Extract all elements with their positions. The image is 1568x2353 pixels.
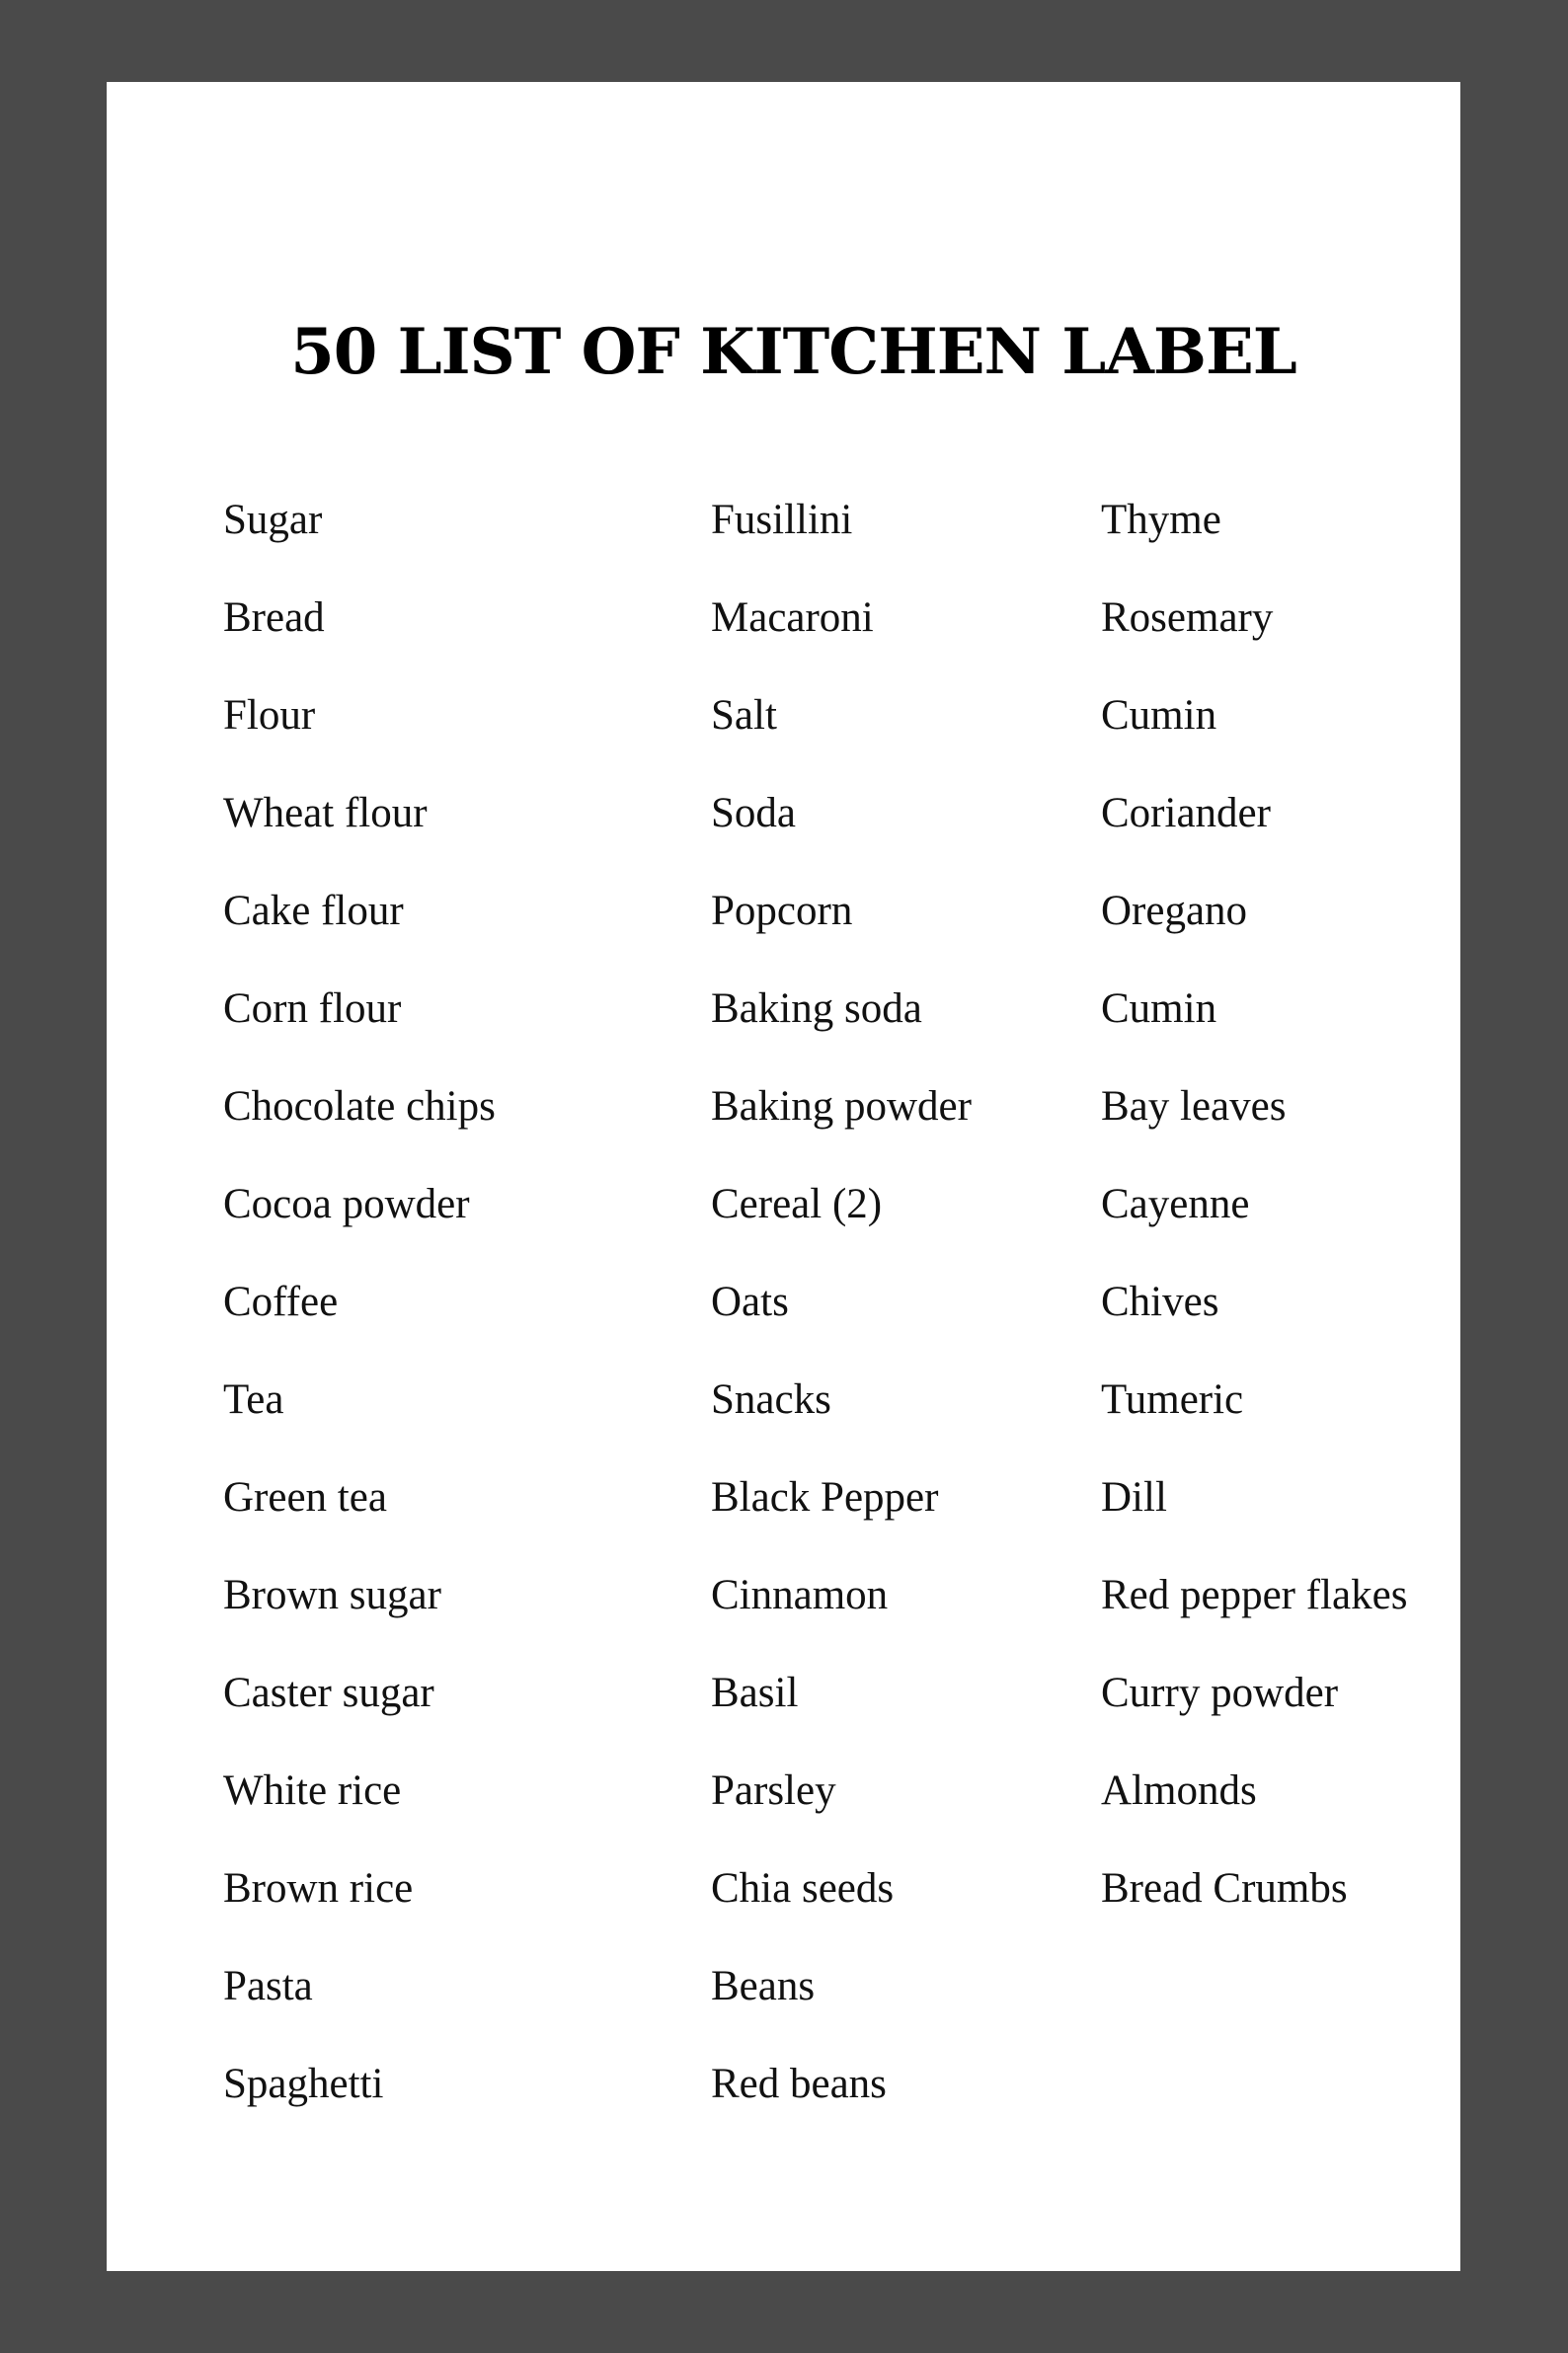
label-item: Cocoa powder — [223, 1181, 470, 1227]
label-item: Pasta — [223, 1963, 313, 2009]
label-item: Chives — [1101, 1279, 1219, 1325]
label-item: Bread Crumbs — [1101, 1865, 1348, 1912]
label-item: Beans — [711, 1963, 816, 2009]
label-item: Tea — [223, 1376, 284, 1423]
label-item: Baking powder — [711, 1083, 972, 1130]
label-item: Baking soda — [711, 985, 922, 1032]
label-item: Bread — [223, 594, 325, 641]
label-column-2 — [711, 497, 972, 2158]
label-item: Oregano — [1101, 888, 1248, 934]
label-item: Coriander — [1101, 790, 1271, 836]
label-column-1 — [223, 497, 496, 2158]
label-item: Almonds — [1101, 1767, 1257, 1814]
label-item: Wheat flour — [223, 790, 428, 836]
label-item: Cereal (2) — [711, 1181, 883, 1227]
label-item: White rice — [223, 1767, 402, 1814]
label-item: Dill — [1101, 1474, 1167, 1521]
label-item: Red beans — [711, 2061, 887, 2107]
label-item: Cumin — [1101, 985, 1217, 1032]
label-item: Curry powder — [1101, 1670, 1339, 1716]
label-item: Brown rice — [223, 1865, 414, 1912]
label-item: Bay leaves — [1101, 1083, 1287, 1130]
label-item: Sugar — [223, 497, 323, 543]
label-item: Macaroni — [711, 594, 874, 641]
label-item: Cinnamon — [711, 1572, 889, 1618]
document-page — [107, 82, 1460, 2271]
label-item: Cake flour — [223, 888, 404, 934]
label-item: Green tea — [223, 1474, 387, 1521]
label-item: Flour — [223, 692, 316, 739]
label-item: Soda — [711, 790, 796, 836]
label-item: Brown sugar — [223, 1572, 441, 1618]
label-item: Caster sugar — [223, 1670, 434, 1716]
label-item: Oats — [711, 1279, 789, 1325]
label-item: Black Pepper — [711, 1474, 939, 1521]
label-item: Cumin — [1101, 692, 1217, 739]
label-item: Tumeric — [1101, 1376, 1244, 1423]
label-item: Rosemary — [1101, 594, 1274, 641]
label-item: Spaghetti — [223, 2061, 384, 2107]
label-item: Snacks — [711, 1376, 831, 1423]
label-item: Red pepper flakes — [1101, 1572, 1408, 1618]
label-column-3 — [1101, 497, 1407, 1963]
label-item: Fusillini — [711, 497, 853, 543]
label-item: Corn flour — [223, 985, 402, 1032]
label-item: Cayenne — [1101, 1181, 1250, 1227]
label-item: Thyme — [1101, 497, 1221, 543]
label-item: Salt — [711, 692, 777, 739]
label-item: Popcorn — [711, 888, 853, 934]
label-item: Basil — [711, 1670, 799, 1716]
label-item: Parsley — [711, 1767, 836, 1814]
label-item: Chia seeds — [711, 1865, 895, 1912]
label-item: Chocolate chips — [223, 1083, 496, 1130]
page-title: 50 LIST OF KITCHEN LABEL — [290, 315, 1296, 389]
label-item: Coffee — [223, 1279, 339, 1325]
